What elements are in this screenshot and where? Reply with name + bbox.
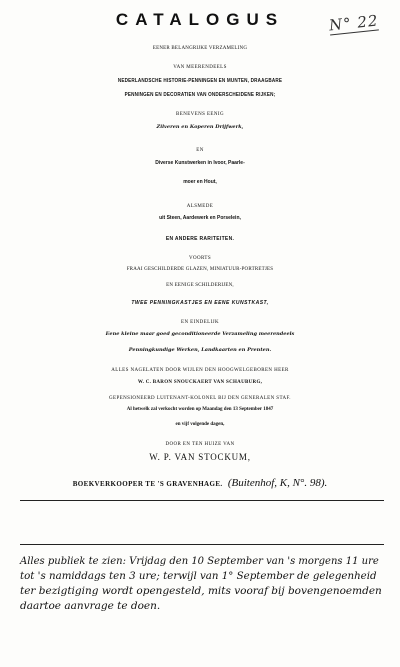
bequeathed-line: ALLES NAGELATEN DOOR WIJLEN DEN HOOGWELGEBOREN HEER [111,368,289,373]
divider-rule [20,544,384,545]
notice-line: Alles publiek te zien: Vrijdag den 10 September van 's morgens 11 ure [20,556,379,567]
auctioneer-trade: BOEKVERKOOPER TE 'S GRAVENHAGE. [72,480,223,488]
divider-rule [20,500,384,501]
sale-date-line-2: en vijf volgende dagen, [175,422,225,427]
connector-line: BENEVENS EENIG [176,112,224,117]
connector-line: EN [196,148,204,153]
item-glass-portraits: FRAAI GESCHILDERDE GLAZEN, MINIATUUR-PORTRETJES [126,267,274,272]
auctioneer-name: W. P. VAN STOCKUM, [149,452,251,462]
item-cabinets: TWEE PENNINGKASTJES EN EENE KUNSTKAST, [131,300,269,306]
connector-line: EN EINDELIJK [181,320,219,325]
handwritten-number: N° 22 [327,11,379,35]
heading-coins-line-1: NEDERLANDSCHE HISTORIE-PENNINGEN EN MUNTEN, DRAAGBARE [117,78,283,84]
heading-artworks-line-1: Diverse Kunstwerken in Ivoor, Paarle- [155,160,245,166]
baron-name: W. C. BARON SNOUCKAERT VAN SCHAUBURG, [137,380,263,385]
notice-line: tot 's namiddags ten 3 ure; terwijl van 1° September de gelegenheid [20,570,377,582]
auctioneer-address [0,477,400,489]
heading-coins-line-2: PENNINGEN EN DECORATIEN VAN ONDERSCHEIDENE RIJKEN; [124,92,276,98]
notice-line: daartoe aanvrage te doen. [20,600,161,612]
auctioneer-intro: DOOR EN TEN HUIZE VAN [165,442,235,447]
connector-line: VAN MEERENDEELS [173,65,227,70]
heading-silver-copper: Zilveren en Koperen Drijfwerk, [156,124,244,130]
notice-line: ter bezigtiging wordt opengesteld, mits vooraf bij bovengenoemden [20,585,382,597]
sale-date-line-1: Al hetwelk zal verkocht worden op Maandag den 13 September 1847 [126,407,274,412]
item-books-line-2: Penningkundige Werken, Landkaarten en Prenten. [128,347,272,353]
connector-line: ALSMEDE [186,204,214,209]
heading-rarities: EN ANDERE RARITEITEN. [165,236,235,242]
item-paintings: EN EENIGE SCHILDERIJEN, [166,283,234,288]
item-books-line-1: Eene kleine maar goed geconditioneerde Verzameling meerendeels [105,331,295,337]
viewing-notice [20,554,384,614]
subtitle-line: EENER BELANGRIJKE VERZAMELING [152,46,248,51]
heading-artworks-line-2: moer en Hout, [183,179,217,185]
auctioneer-street: (Buitenhof, K, N°. 98). [227,477,328,489]
catalogue-title: CATALOGUS [115,10,285,29]
connector-line: VOORTS [188,256,212,261]
heading-stone-porcelain: uit Steen, Aardewerk en Porselein, [159,215,241,221]
baron-rank: GEPENSIONEERD LUITENANT-KOLONEL BIJ DEN GENERALEN STAF. [109,396,291,401]
